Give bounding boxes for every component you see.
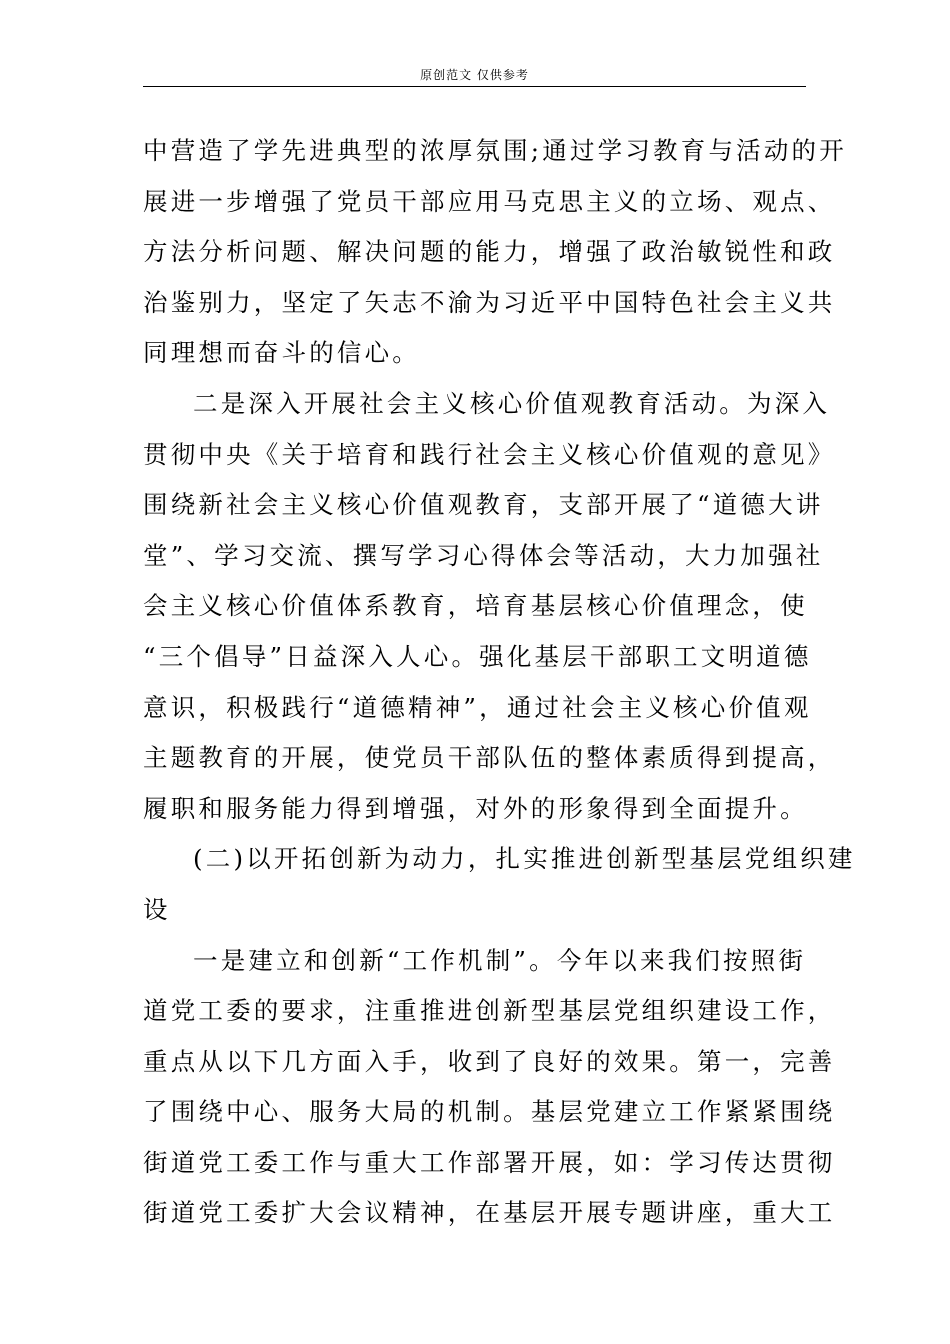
text-line: 中营造了学先进典型的浓厚氛围;通过学习教育与活动的开 <box>143 136 847 165</box>
text-line: “三个倡导”日益深入人心。强化基层干部职工文明道德 <box>143 641 812 671</box>
text-line: 街道党工委工作与重大工作部署开展，如：学习传达贯彻 <box>143 1147 836 1177</box>
text-line: 围绕新社会主义核心价值观教育，支部开展了“道德大讲 <box>143 490 824 520</box>
text-line: 同理想而奋斗的信心。 <box>143 338 420 368</box>
text-line: 会主义核心价值体系教育，培育基层核心价值理念，使 <box>143 591 808 621</box>
text-line: 主题教育的开展，使党员干部队伍的整体素质得到提高， <box>143 743 836 773</box>
text-line: 方法分析问题、解决问题的能力，增强了政治敏锐性和政 <box>143 237 836 267</box>
section-heading-line: (二)以开拓创新为动力，扎实推进创新型基层党组织建 <box>193 844 856 874</box>
text-line: 展进一步增强了党员干部应用马克思主义的立场、观点、 <box>143 186 836 216</box>
paragraph-start-line: 二是深入开展社会主义核心价值观教育活动。为深入 <box>193 388 831 418</box>
text-line: 贯彻中央《关于培育和践行社会主义核心价值观的意见》 <box>143 439 836 469</box>
text-line: 堂”、学习交流、撰写学习心得体会等活动，大力加强社 <box>143 540 824 570</box>
text-line: 治鉴别力，坚定了矢志不渝为习近平中国特色社会主义共 <box>143 287 836 317</box>
header-text: 原创范文 仅供参考 <box>420 68 529 82</box>
paragraph-start-line: 一是建立和创新“工作机制”。今年以来我们按照街 <box>193 945 807 975</box>
document-body <box>143 126 856 1239</box>
page-header <box>143 64 806 87</box>
text-line: 街道党工委扩大会议精神，在基层开展专题讲座，重大工 <box>143 1198 836 1228</box>
text-line: 重点从以下几方面入手，收到了良好的效果。第一，完善 <box>143 1046 836 1076</box>
text-line: 道党工委的要求，注重推进创新型基层党组织建设工作， <box>143 996 836 1026</box>
text-line: 履职和服务能力得到增强，对外的形象得到全面提升。 <box>143 793 808 823</box>
text-line: 意识，积极践行“道德精神”，通过社会主义核心价值观 <box>143 692 812 722</box>
text-line: 了围绕中心、服务大局的机制。基层党建立工作紧紧围绕 <box>143 1097 836 1127</box>
section-heading-line: 设 <box>143 894 171 924</box>
